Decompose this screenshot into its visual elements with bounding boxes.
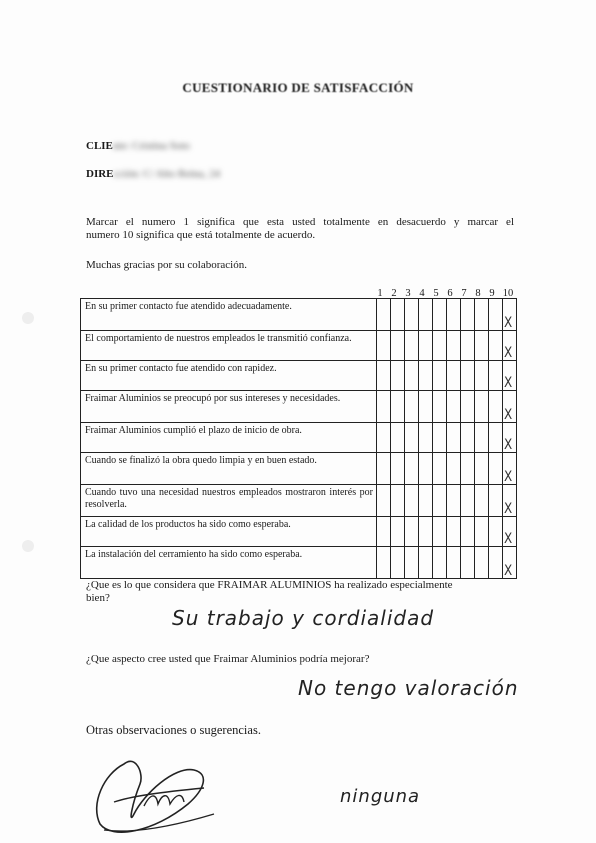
checkmark-x: X xyxy=(504,561,513,579)
table-row xyxy=(81,547,517,579)
rating-cell-2[interactable] xyxy=(391,485,405,517)
rating-cell-7[interactable] xyxy=(461,299,475,331)
rating-cell-6[interactable] xyxy=(447,299,461,331)
rating-cell-5[interactable] xyxy=(433,423,447,453)
client-label: CLIE xyxy=(86,140,113,152)
rating-cell-4[interactable] xyxy=(419,331,433,361)
question-3: Otras observaciones o sugerencias. xyxy=(86,723,261,737)
rating-cell-4[interactable] xyxy=(419,547,433,579)
rating-cell-2[interactable] xyxy=(391,517,405,547)
page-title: CUESTIONARIO DE SATISFACCIÓN xyxy=(182,80,414,95)
checkmark-x: X xyxy=(504,499,513,517)
rating-cell-4[interactable] xyxy=(419,361,433,391)
client-field xyxy=(86,136,190,154)
instructions xyxy=(86,216,514,242)
rating-cell-1[interactable] xyxy=(377,331,391,361)
client-value: nte: Cristina Soto xyxy=(112,140,190,152)
rating-cell-3[interactable] xyxy=(405,391,419,423)
question-cell: Cuando se finalizó la obra quedo limpia y en buen estado. xyxy=(81,453,377,485)
table-row xyxy=(81,423,517,453)
rating-cell-9[interactable] xyxy=(489,453,503,485)
rating-cell-1[interactable] xyxy=(377,517,391,547)
rating-cell-2[interactable] xyxy=(391,547,405,579)
rating-cell-5[interactable] xyxy=(433,361,447,391)
signature xyxy=(84,744,224,840)
instructions-line-1: Marcar el numero 1 significa que esta usted totalmente en desacuerdo y marcar el xyxy=(86,216,514,228)
rating-cell-6[interactable] xyxy=(447,517,461,547)
rating-cell-9[interactable] xyxy=(489,517,503,547)
rating-cell-4[interactable] xyxy=(419,453,433,485)
checkmark-x: X xyxy=(504,467,513,485)
rating-cell-8[interactable] xyxy=(475,391,489,423)
question-cell: Fraimar Aluminios se preocupó por sus intereses y necesidades. xyxy=(81,391,377,423)
table-row xyxy=(81,299,517,331)
scale-8: 8 xyxy=(475,288,481,299)
rating-cell-8[interactable] xyxy=(475,331,489,361)
checkmark-x: X xyxy=(504,529,513,547)
rating-cell-5[interactable] xyxy=(433,517,447,547)
table-row xyxy=(81,361,517,391)
rating-cell-3[interactable] xyxy=(405,331,419,361)
rating-cell-9[interactable] xyxy=(489,423,503,453)
answer-3: ninguna xyxy=(340,786,421,807)
rating-cell-9[interactable] xyxy=(489,547,503,579)
question-cell: Cuando tuvo una necesidad nuestros empleados mostraron interés por resolverla. xyxy=(81,485,377,517)
checkmark-x: X xyxy=(504,435,513,453)
rating-cell-5[interactable] xyxy=(433,453,447,485)
rating-cell-6[interactable] xyxy=(447,423,461,453)
rating-cell-1[interactable] xyxy=(377,547,391,579)
rating-cell-3[interactable] xyxy=(405,299,419,331)
question-1-line-1: ¿Que es lo que considera que FRAIMAR ALUMINIOS ha realizado especialmente xyxy=(86,579,453,591)
checkmark-x: X xyxy=(504,343,513,361)
checkmark-x: X xyxy=(504,313,513,331)
rating-cell-5[interactable] xyxy=(433,391,447,423)
rating-cell-4[interactable] xyxy=(419,423,433,453)
instructions-line-2: numero 10 significa que está totalmente de acuerdo. xyxy=(86,229,316,241)
question-cell: En su primer contacto fue atendido con rapidez. xyxy=(81,361,377,391)
rating-cell-8[interactable] xyxy=(475,299,489,331)
rating-cell-10[interactable] xyxy=(503,547,517,579)
rating-cell-4[interactable] xyxy=(419,517,433,547)
rating-cell-6[interactable] xyxy=(447,391,461,423)
rating-cell-9[interactable] xyxy=(489,361,503,391)
rating-cell-9[interactable] xyxy=(489,331,503,361)
rating-cell-2[interactable] xyxy=(391,391,405,423)
rating-cell-2[interactable] xyxy=(391,299,405,331)
rating-cell-10[interactable] xyxy=(503,485,517,517)
rating-cell-10[interactable] xyxy=(503,391,517,423)
scale-10: 10 xyxy=(502,288,514,299)
rating-cell-4[interactable] xyxy=(419,391,433,423)
question-2: ¿Que aspecto cree usted que Fraimar Aluminios podría mejorar? xyxy=(86,653,370,665)
rating-cell-8[interactable] xyxy=(475,453,489,485)
rating-cell-8[interactable] xyxy=(475,485,489,517)
rating-cell-6[interactable] xyxy=(447,453,461,485)
question-1 xyxy=(86,579,453,605)
rating-cell-3[interactable] xyxy=(405,453,419,485)
rating-cell-2[interactable] xyxy=(391,423,405,453)
rating-cell-6[interactable] xyxy=(447,485,461,517)
question-cell: En su primer contacto fue atendido adecuadamente. xyxy=(81,299,377,331)
rating-cell-10[interactable] xyxy=(503,453,517,485)
rating-cell-3[interactable] xyxy=(405,547,419,579)
rating-cell-1[interactable] xyxy=(377,423,391,453)
scale-3: 3 xyxy=(405,288,411,299)
rating-cell-7[interactable] xyxy=(461,453,475,485)
thanks-text: Muchas gracias por su colaboración. xyxy=(86,259,247,271)
rating-cell-10[interactable] xyxy=(503,299,517,331)
rating-cell-10[interactable] xyxy=(503,331,517,361)
rating-cell-9[interactable] xyxy=(489,299,503,331)
scale-9: 9 xyxy=(489,288,495,299)
rating-cell-5[interactable] xyxy=(433,547,447,579)
rating-cell-1[interactable] xyxy=(377,361,391,391)
rating-cell-7[interactable] xyxy=(461,361,475,391)
rating-cell-4[interactable] xyxy=(419,299,433,331)
question-cell: Fraimar Aluminios cumplió el plazo de inicio de obra. xyxy=(81,423,377,453)
answer-2: No tengo valoración xyxy=(298,676,519,700)
question-cell: La calidad de los productos ha sido como esperaba. xyxy=(81,517,377,547)
rating-cell-9[interactable] xyxy=(489,391,503,423)
address-label: DIRE xyxy=(86,168,114,180)
rating-cell-3[interactable] xyxy=(405,423,419,453)
rating-cell-1[interactable] xyxy=(377,391,391,423)
rating-cell-1[interactable] xyxy=(377,453,391,485)
rating-cell-7[interactable] xyxy=(461,391,475,423)
checkmark-x: X xyxy=(504,405,513,423)
table-row xyxy=(81,485,517,517)
punch-hole-top xyxy=(22,312,34,324)
table-row xyxy=(81,391,517,423)
punch-hole-bottom xyxy=(22,540,34,552)
rating-cell-7[interactable] xyxy=(461,485,475,517)
rating-cell-8[interactable] xyxy=(475,547,489,579)
table-row xyxy=(81,331,517,361)
address-field xyxy=(86,164,220,182)
table-row xyxy=(81,517,517,547)
rating-cell-7[interactable] xyxy=(461,547,475,579)
rating-cell-8[interactable] xyxy=(475,517,489,547)
scale-4: 4 xyxy=(419,288,425,299)
question-cell: El comportamiento de nuestros empleados le transmitió confianza. xyxy=(81,331,377,361)
question-1-line-2: bien? xyxy=(86,592,110,604)
rating-cell-1[interactable] xyxy=(377,299,391,331)
rating-cell-7[interactable] xyxy=(461,331,475,361)
rating-cell-9[interactable] xyxy=(489,485,503,517)
rating-cell-5[interactable] xyxy=(433,331,447,361)
rating-cell-7[interactable] xyxy=(461,517,475,547)
rating-cell-10[interactable] xyxy=(503,423,517,453)
rating-cell-5[interactable] xyxy=(433,485,447,517)
rating-cell-2[interactable] xyxy=(391,361,405,391)
scale-5: 5 xyxy=(433,288,439,299)
rating-cell-8[interactable] xyxy=(475,361,489,391)
rating-cell-6[interactable] xyxy=(447,361,461,391)
rating-cell-10[interactable] xyxy=(503,361,517,391)
rating-cell-4[interactable] xyxy=(419,485,433,517)
scale-1: 1 xyxy=(377,288,383,299)
rating-cell-6[interactable] xyxy=(447,331,461,361)
address-value: cción: C/ Alto Reina, 24 xyxy=(113,168,221,180)
rating-cell-8[interactable] xyxy=(475,423,489,453)
scale-7: 7 xyxy=(461,288,467,299)
rating-cell-3[interactable] xyxy=(405,517,419,547)
question-cell: La instalación del cerramiento ha sido como esperaba. xyxy=(81,547,377,579)
rating-cell-5[interactable] xyxy=(433,299,447,331)
rating-cell-7[interactable] xyxy=(461,423,475,453)
checkmark-x: X xyxy=(504,373,513,391)
rating-cell-2[interactable] xyxy=(391,453,405,485)
rating-cell-3[interactable] xyxy=(405,485,419,517)
answer-1: Su trabajo y cordialidad xyxy=(172,606,435,630)
rating-cell-6[interactable] xyxy=(447,547,461,579)
rating-cell-2[interactable] xyxy=(391,331,405,361)
rating-cell-10[interactable] xyxy=(503,517,517,547)
table-row xyxy=(81,453,517,485)
rating-table xyxy=(80,298,517,579)
scale-6: 6 xyxy=(447,288,453,299)
scale-2: 2 xyxy=(391,288,397,299)
rating-cell-1[interactable] xyxy=(377,485,391,517)
rating-cell-3[interactable] xyxy=(405,361,419,391)
